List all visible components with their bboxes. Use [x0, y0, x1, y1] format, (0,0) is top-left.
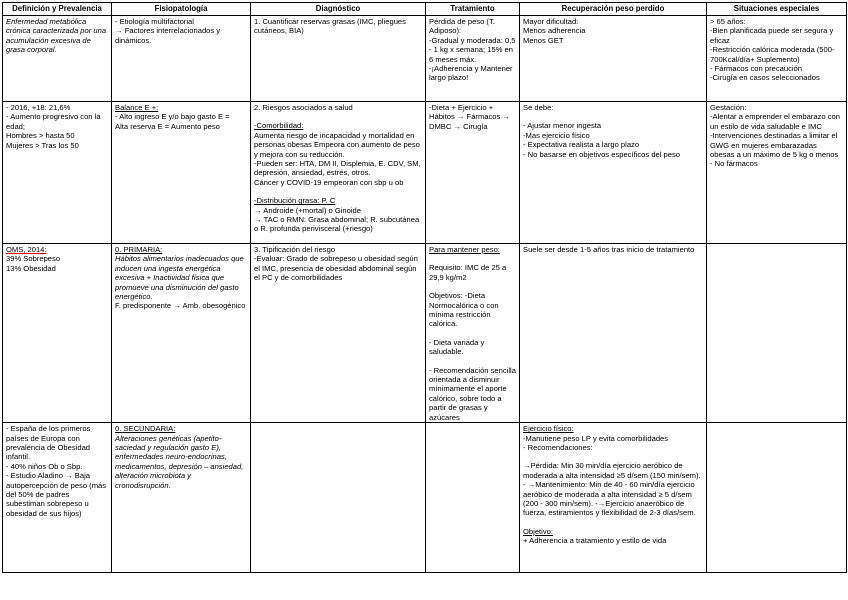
cell-line: 1. Cuantificar reservas grasas (IMC, pliegues cutáneos, BIA): [254, 17, 406, 36]
cell-line: Requisito: IMC de 25 a 29,9 kg/m2: [429, 263, 507, 282]
spacer: [254, 112, 422, 121]
cell-fisiopatologia: [112, 244, 251, 423]
header-row: [3, 3, 847, 16]
cell-line: 2. Riesgos asociados a salud: [254, 103, 353, 112]
cell-line: - Recomendaciones:: [523, 442, 593, 452]
cell-situaciones: [707, 102, 847, 244]
cell-heading: -Distribución grasa: P. C: [254, 196, 336, 206]
cell-line: -Pueden ser: HTA, DM II, Displemia, E. CDV, SM, depresión, ansiedad, estrés, otros.: [254, 159, 421, 178]
cell-line: - Aumento progresivo con la edad;: [6, 112, 101, 131]
cell-fisiopatologia: [112, 102, 251, 244]
cell-line: - Expectativa realista a largo plazo: [523, 140, 640, 150]
cell-heading: 0. SECUNDARIA:: [115, 424, 176, 434]
cell-line: - Recomendación sencilla orientada a disminuir mínimamente el aporte calórico, sobre todo a partir de grasas y azúcares: [429, 365, 516, 422]
cell-line: -Alentar a emprender el embarazo con un estilo de vida saludable e IMC: [710, 112, 841, 131]
cell-tratamiento: [426, 244, 520, 423]
cell-definicion: [3, 102, 112, 244]
table-row: [3, 244, 847, 423]
cell-line: -Cirugía en casos seleccionados: [710, 73, 820, 83]
cell-heading: -Comorbilidad:: [254, 121, 304, 131]
cell-line: -¡Adherencia y Mantener largo plazo!: [429, 64, 513, 83]
cell-line: - Fármacos con precaución: [710, 64, 803, 74]
cell-fisiopatologia: [112, 16, 251, 102]
cell-tratamiento: [426, 16, 520, 102]
cell-line: -Restricción calórica moderada (500-700Kcal/día+ Suplemento): [710, 45, 835, 64]
cell-line: - No fármacos: [710, 159, 758, 169]
cell-line: - Alto ingreso E y/o bajo gasto E =: [115, 112, 230, 122]
spacer: [429, 357, 516, 366]
spacer: [523, 452, 703, 461]
spacer: [523, 112, 703, 121]
cell-diagnostico: [251, 102, 426, 244]
cell-line: + Adherencia a tratamiento y estilo de vida: [523, 536, 667, 546]
cell-line: -Manutiene peso LP y evita comorbilidades: [523, 433, 669, 443]
cell-definicion: [3, 423, 112, 573]
cell-heading: Balance E +:: [115, 103, 159, 112]
cell-recuperacion: [520, 423, 707, 573]
cell-recuperacion: [520, 244, 707, 423]
cell-line: - España de los primeros países de Europa con prevalencia de Obesidad infantil.: [6, 424, 91, 462]
cell-line: - No basarse en objetivos específicos del peso: [523, 149, 681, 159]
cell-line: -Dieta + Ejercicio + Hábitos → Fármacos → DMBC → Cirugía: [429, 103, 511, 131]
cell-heading: Objetivo:: [523, 526, 553, 536]
cell-line: Cáncer y COVID-19 empeoran con sbp u ob: [254, 177, 404, 187]
spacer: [429, 282, 516, 291]
cell-line: → Androide (+mortal) o Ginoide: [254, 205, 361, 215]
cell-diagnostico: [251, 244, 426, 423]
cell-diagnostico: [251, 423, 426, 573]
cell-situaciones: [707, 16, 847, 102]
spacer: [429, 254, 516, 263]
cell-line: Alteraciones genéticas (apetito-saciedad y regulación gasto E), enfermedades neuro-endocrinas, medicamentos, depresión – ansiedad, alteración microbiota y cronodisrupción.: [115, 433, 244, 490]
cell-line: Mayor dificultad:: [523, 17, 579, 26]
cell-recuperacion: [520, 102, 707, 244]
cell-line: > 65 años:: [710, 17, 746, 26]
header-tratamiento: Tratamiento: [426, 3, 520, 16]
cell-line: Se debe:: [523, 103, 554, 112]
cell-heading: Para mantener peso:: [429, 245, 500, 254]
table-row: [3, 102, 847, 244]
header-recuperacion: Recuperación peso perdido: [520, 3, 707, 16]
cell-line: - Estudio Aladino → Baja autopercepción de peso (más del 50% de padres subestiman sobrepeso u obesidad de sus hijos): [6, 471, 107, 518]
cell-line: - 40% niños Ob o Sbp.: [6, 461, 83, 471]
header-diagnostico: Diagnóstico: [251, 3, 426, 16]
cell-line: -Gradual y moderada: 0,5 - 1 kg x semana; 15% en 6 meses máx.: [429, 35, 516, 64]
cell-line: - Ajustar menor ingesta: [523, 121, 602, 131]
cell-line: -Mas ejercicio físico: [523, 130, 590, 140]
cell-line: Aumenta riesgo de incapacidad y mortalidad en personas obesas Empeora con aumento de peso y mejora con su reducción.: [254, 130, 420, 159]
cell-heading: OMS, 2014:: [6, 245, 47, 254]
summary-table: [2, 2, 847, 573]
cell-tratamiento: [426, 423, 520, 573]
cell-line: Menos GET: [523, 35, 564, 45]
header-fisiopatologia: Fisiopatología: [112, 3, 251, 16]
header-definicion: Definición y Prevalencia: [3, 3, 112, 16]
cell-line: Alta reserva E = Aumento peso: [115, 121, 220, 131]
cell-line: F. predisponente → Amb. obesogénico: [115, 301, 246, 311]
cell-line: Hábitos alimentarios inadecuados que inducen una ingesta energética excesiva + Inactividad física que promueve una disminución del gasto energético.: [115, 254, 244, 302]
table-row: [3, 16, 847, 102]
cell-diagnostico: [251, 16, 426, 102]
cell-line: - Etiología multifactorial: [115, 17, 194, 26]
cell-line: Objetivos: -Dieta Normocalórica o con mínima restricción calórica.: [429, 291, 499, 329]
cell-line: Mujeres > Tras los 50: [6, 140, 79, 150]
cell-line: → TAC o RMN: Grasa abdominal; R. subcutánea o R. profunda perivisceral (+riesgo): [254, 215, 420, 234]
header-situaciones: Situaciones especiales: [707, 3, 847, 16]
cell-line: -Evaluar: Grado de sobrepeso u obesidad según el IMC, presencia de obesidad abdominal según el PC y de comorbilidades: [254, 254, 418, 283]
cell-line: - 2016, +18: 21,6%: [6, 103, 71, 112]
cell-line: Menos adherencia: [523, 26, 586, 36]
cell-line: -Intervenciones destinadas a limitar el GWG en mujeres embarazadas obesas a un máximo de 5 kg o menos: [710, 131, 839, 160]
cell-recuperacion: [520, 16, 707, 102]
cell-line: → Factores interrelacionados y dinámicos.: [115, 26, 221, 45]
cell-line: Gestación:: [710, 103, 747, 112]
cell-heading: 0. PRIMARIA:: [115, 245, 163, 254]
cell-line: - Dieta variada y saludable.: [429, 337, 485, 357]
cell-situaciones: [707, 244, 847, 423]
cell-line: Hombres > hasta 50: [6, 131, 75, 141]
cell-tratamiento: [426, 102, 520, 244]
cell-definicion: [3, 16, 112, 102]
cell-line: Pérdida de peso (T. Adiposo):: [429, 17, 495, 36]
cell-definicion: [3, 244, 112, 423]
spacer: [254, 187, 422, 196]
spacer: [523, 518, 703, 527]
table-row: [3, 423, 847, 573]
cell-line: →Pérdida: Min 30 min/día ejercicio aeróbico de moderada a alta intensidad ≥5 d/sem (150 min/sem). - →Mantenimiento: Min de 40 - 60 min/día ejercicio aeróbico de moderada a alta intensidad ≥ 5 d/sem (200 - 300 min/sem). -→Ejercicio anaeróbico de fuerza, estiramientos y flexibilidad de 2-3 días/sem.: [523, 461, 701, 518]
cell-line: 39% Sobrepeso: [6, 254, 61, 264]
cell-line: 3. Tipificación del riesgo: [254, 245, 336, 254]
cell-heading: Ejercicio físico:: [523, 424, 574, 434]
cell-line: Suele ser desde 1-5 años tras inicio de tratamiento: [523, 245, 695, 254]
cell-line: 13% Obesidad: [6, 263, 56, 273]
cell-line: -Bien planificada puede ser segura y eficaz: [710, 26, 834, 45]
cell-line: Enfermedad metabólica crónica caracterizada por una acumulación excesiva de grasa corporal.: [6, 17, 107, 55]
spacer: [429, 329, 516, 338]
cell-situaciones: [707, 423, 847, 573]
cell-fisiopatologia: [112, 423, 251, 573]
